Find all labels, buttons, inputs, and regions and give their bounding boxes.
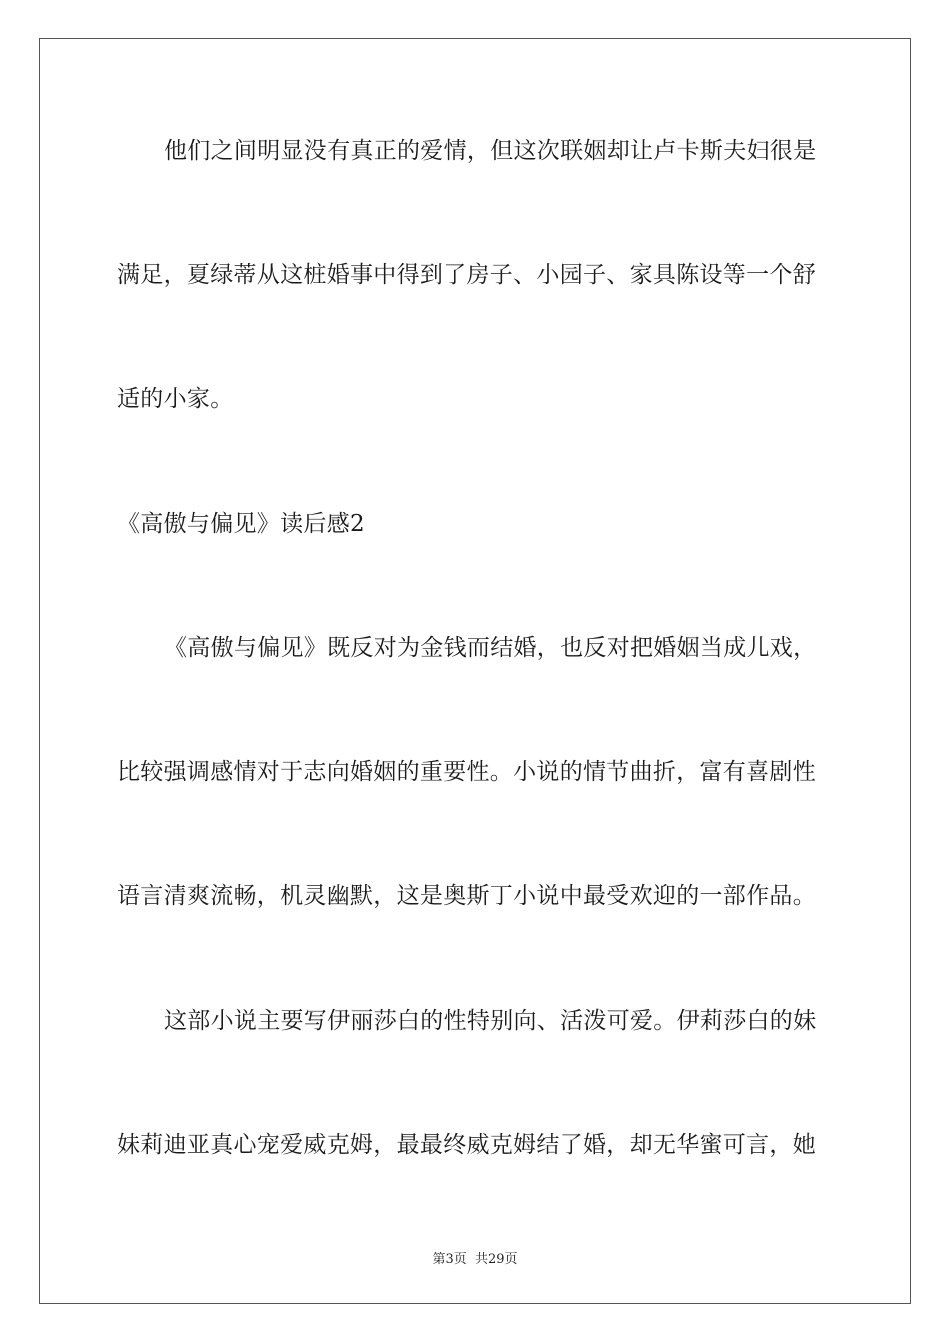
text-line: 满足，夏绿蒂从这桩婚事中得到了房子、小园子、家具陈设等一个舒 [117,262,816,288]
text-line: 适的小家。 [117,386,234,412]
page-total: 共29页 [474,1252,518,1267]
page-border [39,38,911,1304]
text-line: 他们之间明显没有真正的爱情，但这次联姻却让卢卡斯夫妇很是 [164,138,817,164]
text-line: 比较强调感情对于志向婚姻的重要性。小说的情节曲折，富有喜剧性 [117,759,816,785]
text-line: 妹莉迪亚真心宠爱威克姆，最最终威克姆结了婚，却无华蜜可言，她 [117,1132,816,1158]
page-footer [0,1248,950,1267]
text-line: 语言清爽流畅，机灵幽默，这是奥斯丁小说中最受欢迎的一部作品。 [117,883,816,909]
section-heading: 《高傲与偏见》读后感2 [117,511,365,537]
text-line: 《高傲与偏见》既反对为金钱而结婚，也反对把婚姻当成儿戏， [164,635,817,661]
text-line: 这部小说主要写伊丽莎白的性特别向、活泼可爱。伊莉莎白的妹 [164,1008,817,1034]
page-number: 第3页 [432,1252,467,1267]
